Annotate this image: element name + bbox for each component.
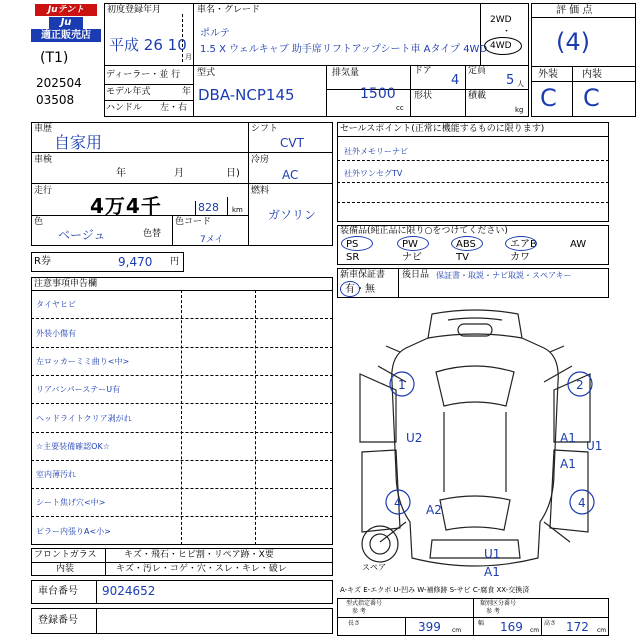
equip-item-2: PW <box>402 239 418 250</box>
damage-mark-4a: 4 <box>394 496 402 510</box>
shift-value: CVT <box>280 136 304 150</box>
length-label: 長さ <box>348 620 361 627</box>
recycle-unit: 円 <box>170 257 180 267</box>
equipment-title: 装備品(純正品に限り○をつけてください) <box>340 226 508 236</box>
note-line-2: 外装小傷有 <box>36 328 76 338</box>
note-line-9: ピラー内張りA<小> <box>36 526 111 536</box>
color-change-label: 色替 <box>143 229 162 239</box>
model-label: 車名・グレード <box>197 5 261 15</box>
equip-item-4: エアB <box>510 239 537 250</box>
equip-item-r2-2: ナビ <box>402 252 422 263</box>
first-reg-value: 平成 26 10 <box>109 36 187 54</box>
sales-point-1: 社外メモリーナビ <box>344 147 408 156</box>
exterior-grade: C <box>540 84 557 112</box>
type-label: 型式 <box>197 68 216 78</box>
load-unit: kg <box>515 106 524 114</box>
height-label: 高さ <box>544 620 557 627</box>
usage-label: 車歴 <box>34 124 53 134</box>
usage-value: 自家用 <box>54 133 103 152</box>
stock-number-1: 202504 <box>36 76 82 90</box>
mileage-unit: km <box>232 206 243 214</box>
damage-mark-a1b: A1 <box>560 457 576 471</box>
width-unit: cm <box>530 627 540 634</box>
equip-circle-3 <box>451 236 483 251</box>
damage-mark-a2: A2 <box>426 503 442 517</box>
interior-cond-value: キズ・汚レ・コゲ・穴・スレ・キレ・破レ <box>116 564 287 574</box>
equip-item-r2-3: TV <box>456 252 469 263</box>
handle-label: ハンドル <box>106 103 143 113</box>
inspection-year: 年 <box>116 168 126 179</box>
color-code-value: 7メイ <box>200 235 224 245</box>
equip-item-5: AW <box>570 239 587 250</box>
displacement-label: 排気量 <box>332 68 360 78</box>
height-value: 172 <box>566 620 589 634</box>
interior-grade: C <box>583 84 600 112</box>
car-damage-diagram <box>340 302 610 592</box>
note-line-7: 室内薄汚れ <box>36 470 76 480</box>
first-reg-label: 初度登録年月 <box>107 5 162 15</box>
note-line-8: シート焦げ穴<中> <box>36 498 106 508</box>
warranty-yes-circle <box>340 281 360 297</box>
capacity-unit: 人 <box>517 80 524 88</box>
type-value: DBA-NCP145 <box>198 86 295 104</box>
damage-legend: A-キズ E-エクボ U-凹み W-補修跡 S-サビ C-腐食 XX-交換済 <box>340 586 530 594</box>
interior-cond-label: 内装 <box>56 564 75 574</box>
type-spec-label: 型式指定番号 <box>346 600 383 607</box>
equip-circle-4 <box>505 236 537 251</box>
damage-mark-a1a: A1 <box>560 431 576 445</box>
dealer-label: ディーラー・並 行 <box>106 70 181 80</box>
capacity-label: 定員 <box>468 66 487 76</box>
equip-circle-1 <box>341 236 373 251</box>
length-unit: cm <box>452 627 462 634</box>
class-number-ref: 参 考 <box>486 608 500 615</box>
aircon-value: AC <box>282 168 299 182</box>
interior-label: 内装 <box>582 69 602 80</box>
note-line-4: リアバンパーステーU有 <box>36 385 121 395</box>
load-label: 積載 <box>468 91 487 101</box>
damage-mark-1: 1 <box>398 378 406 392</box>
displacement-unit: cc <box>396 104 404 112</box>
front-glass-value: キズ・飛石・ヒビ割・リペア跡・X要 <box>124 550 274 560</box>
ju-dealer-label: 適正販売店 <box>31 29 101 42</box>
length-value: 399 <box>418 620 441 634</box>
height-unit: cm <box>597 627 607 634</box>
damage-mark-u1a: U1 <box>586 439 603 453</box>
notes-title: 注意事項申告欄 <box>34 279 98 289</box>
ju-mark: Ju <box>49 17 83 29</box>
color-code-label: 色コード <box>175 217 212 227</box>
grade-label: 評 価 点 <box>556 5 593 16</box>
spare-label: スペア <box>362 563 386 572</box>
stock-code: (T1) <box>40 50 69 66</box>
door-label: ドア <box>414 66 432 76</box>
first-reg-month-unit: 月 <box>185 53 192 61</box>
equip-circle-2 <box>397 236 429 251</box>
damage-mark-4b: 4 <box>578 496 586 510</box>
recycle-label: R券 <box>34 256 51 267</box>
note-line-6: ☆主要装備確認OK☆ <box>36 441 110 451</box>
damage-mark-u1b: U1 <box>484 547 501 561</box>
mileage-value: 4万4千 <box>90 194 162 218</box>
ju-logo <box>31 4 101 44</box>
equip-item-3: ABS <box>456 239 476 250</box>
capacity-value: 5 <box>506 73 515 88</box>
recycle-value: 9,470 <box>118 255 153 269</box>
inspection-month: 月 <box>174 168 184 179</box>
aircon-label: 冷房 <box>251 155 270 165</box>
width-label: 幅 <box>478 620 485 627</box>
fuel-label: 燃料 <box>251 186 270 196</box>
door-value: 4 <box>451 73 460 88</box>
front-glass-label: フロントガラス <box>34 550 97 560</box>
model-year-unit: 年 <box>182 87 192 97</box>
drive-4wd: 4WD <box>490 41 512 51</box>
inspection-label: 車検 <box>34 155 53 165</box>
exterior-label: 外装 <box>538 69 558 80</box>
damage-mark-a1c: A1 <box>484 565 500 579</box>
note-line-3: 左ロッカーミミ曲り<中> <box>36 356 130 366</box>
ju-tent-badge: Juテント <box>35 4 97 16</box>
drive-2wd: 2WD <box>490 15 512 25</box>
sales-point-2: 社外ワンセグTV <box>344 169 403 178</box>
drive-dot: ・ <box>502 27 512 37</box>
color-label: 色 <box>34 217 44 227</box>
class-number-label: 類別区分番号 <box>480 600 517 607</box>
drive-4wd-circle <box>484 37 522 55</box>
type-spec-ref: 参 考 <box>352 608 366 615</box>
model-year-label: モデル年式 <box>106 87 151 97</box>
shape-label: 形状 <box>414 91 433 101</box>
note-line-5: ヘッドライトクリア剥がれ <box>36 413 132 423</box>
width-value: 169 <box>500 620 523 634</box>
chassis-value: 9024652 <box>102 584 156 598</box>
damage-mark-2: 2 <box>576 378 584 392</box>
sales-point-title: セールスポイント(正常に機能するものに限ります) <box>340 124 545 134</box>
later-items-value: 保証書・取説・ナビ取説・スペアキー <box>436 271 572 280</box>
warranty-value: 有・無 <box>345 284 375 295</box>
chassis-label: 車台番号 <box>38 586 78 597</box>
grade-score: (4) <box>556 28 590 56</box>
warranty-label: 新車保証書 <box>340 270 386 280</box>
model-name: ポルテ <box>200 28 230 39</box>
shift-label: シフト <box>251 124 279 134</box>
handle-value: 左・右 <box>160 103 188 113</box>
mileage-sub: 828 <box>198 201 219 214</box>
fuel-value: ガソリン <box>268 208 317 222</box>
model-grade: 1.5 X ウェルキャブ 助手席リフトアップシート車 Aタイプ 4WD <box>200 44 488 55</box>
inspection-day: 日) <box>226 168 240 179</box>
equip-item-1: PS <box>346 239 359 250</box>
damage-mark-u2: U2 <box>406 431 423 445</box>
equip-item-r2-1: SR <box>346 252 360 263</box>
color-value: ベージュ <box>58 228 106 242</box>
note-line-1: タイヤヒビ <box>36 300 76 310</box>
later-items-label: 後日品 <box>402 270 430 280</box>
equip-item-r2-4: カワ <box>510 252 530 263</box>
stock-number-2: 03508 <box>36 93 75 107</box>
mileage-label: 走行 <box>34 186 53 196</box>
displacement-value: 1500 <box>360 86 396 102</box>
reg-number-label: 登録番号 <box>38 615 78 626</box>
recycle-row <box>31 252 184 272</box>
